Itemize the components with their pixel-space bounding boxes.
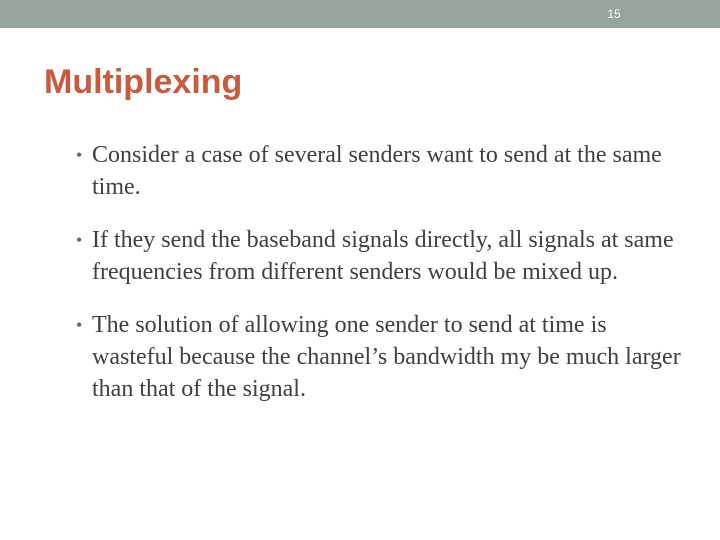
bullet-text: The solution of allowing one sender to send at time is wasteful because the channel’s bandwidth my be much larger than that of the signal. [92, 312, 681, 402]
bullet-dot-icon: • [76, 230, 83, 250]
slide-number: 15 [607, 7, 621, 21]
bullet-text: Consider a case of several senders want to send at the same time. [92, 142, 662, 200]
bullet-dot-icon: • [76, 315, 83, 335]
bullet-item [76, 309, 686, 405]
bullet-list [76, 139, 686, 426]
bullet-text: If they send the baseband signals directly, all signals at same frequencies from different senders would be mixed up. [92, 227, 674, 285]
bullet-item [76, 139, 686, 203]
bullet-dot-icon: • [76, 145, 83, 165]
bullet-item [76, 224, 686, 288]
slide-title: Multiplexing [44, 63, 243, 101]
